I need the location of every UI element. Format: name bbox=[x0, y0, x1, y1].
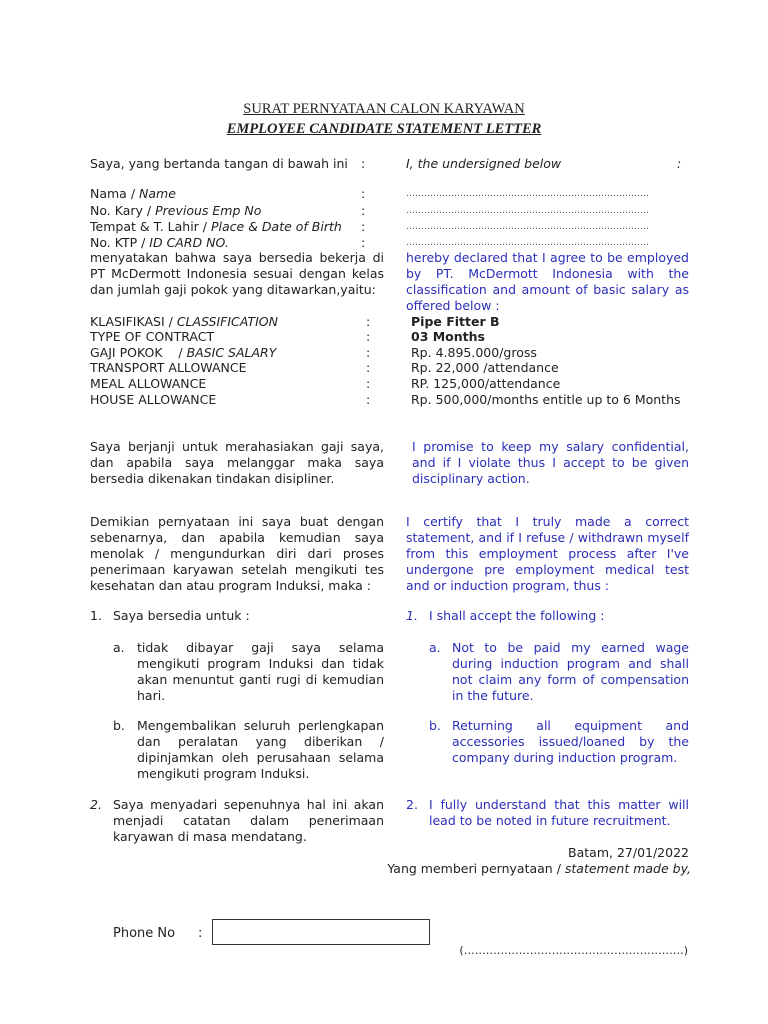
point1-number-left: 1. bbox=[90, 608, 102, 623]
field-emp-no-label: No. Kary / Previous Emp No bbox=[90, 203, 262, 218]
declaration-left: menyatakan bahwa saya bersedia bekerja di PT McDermott Indonesia sesuai dengan kelas dan jumlah gaji pokok yang ditawarkan,yaitu: bbox=[90, 250, 384, 297]
field-id-card-label: No. KTP / ID CARD NO. bbox=[90, 235, 229, 250]
offer-meal-value: RP. 125,000/attendance bbox=[411, 376, 561, 391]
point2-number-right: 2. bbox=[406, 797, 418, 812]
promise-left: Saya berjanji untuk merahasiakan gaji saya, dan apabila saya melanggar maka saya bersedia dikenakan tindakan disipliner. bbox=[90, 439, 384, 486]
intro-left: Saya, yang bertanda tangan di bawah ini bbox=[90, 156, 348, 171]
offer-classification-label: KLASIFIKASI / CLASSIFICATION bbox=[90, 314, 278, 329]
offer-salary-colon: : bbox=[366, 345, 371, 360]
intro-right: I, the undersigned below bbox=[406, 156, 562, 171]
point1a-right: Not to be paid my earned wage during induction program and shall not claim any form of compensation in the future. bbox=[452, 640, 689, 703]
offer-meal-label: MEAL ALLOWANCE bbox=[90, 376, 207, 391]
point2-right: I fully understand that this matter will lead to be noted in future recruitment. bbox=[429, 797, 689, 828]
intro-colon: : bbox=[361, 156, 366, 171]
offer-classification-value: Pipe Fitter B bbox=[411, 314, 500, 329]
document-title: SURAT PERNYATAAN CALON KARYAWAN bbox=[243, 101, 525, 117]
point1a-letter-right: a. bbox=[429, 640, 441, 655]
offer-house-value: Rp. 500,000/months entitle up to 6 Months bbox=[411, 392, 681, 407]
offer-house-label: HOUSE ALLOWANCE bbox=[90, 392, 217, 407]
offer-classification-colon: : bbox=[366, 314, 371, 329]
point1a-letter-left: a. bbox=[113, 640, 125, 655]
offer-transport-label: TRANSPORT ALLOWANCE bbox=[90, 360, 247, 375]
phone-label: Phone No bbox=[113, 926, 176, 941]
field-emp-no-colon: : bbox=[361, 203, 366, 218]
phone-colon: : bbox=[198, 926, 203, 941]
offer-contract-value: 03 Months bbox=[411, 329, 485, 344]
point1-number-right: 1. bbox=[406, 608, 418, 623]
declaration-right: hereby declared that I agree to be employed by PT. McDermott Indonesia with the classification and amount of basic salary as offered below : bbox=[406, 250, 689, 313]
intro-right-colon: : bbox=[677, 156, 682, 171]
point1b-right: Returning all equipment and accessories issued/loaned by the company during induction program. bbox=[452, 718, 689, 765]
certify-right: I certify that I truly made a correct statement, and if I refuse / withdrawn myself from this employment process after I've undergone pre employment medical test and or induction program, thus : bbox=[406, 514, 689, 593]
point2-left: Saya menyadari sepenuhnya hal ini akan menjadi catatan dalam penerimaan karyawan di masa mendatang. bbox=[113, 797, 384, 844]
phone-input[interactable] bbox=[212, 919, 430, 945]
offer-meal-colon: : bbox=[366, 376, 371, 391]
point1-left: Saya bersedia untuk : bbox=[113, 608, 250, 623]
field-name-label: Nama / Name bbox=[90, 186, 176, 201]
field-birth-label: Tempat & T. Lahir / Place & Date of Birth bbox=[90, 219, 342, 234]
offer-house-colon: : bbox=[366, 392, 371, 407]
field-birth-colon: : bbox=[361, 219, 366, 234]
point1b-left: Mengembalikan seluruh perlengkapan dan peralatan yang diberikan / dipinjamkan oleh perusahaan selama mengikuti program Induksi. bbox=[137, 718, 384, 781]
document-title-english: EMPLOYEE CANDIDATE STATEMENT LETTER bbox=[226, 121, 542, 137]
offer-transport-colon: : bbox=[366, 360, 371, 375]
field-birth-value[interactable]: ……………………………………………………………………… bbox=[406, 222, 649, 232]
certify-left: Demikian pernyataan ini saya buat dengan sebenarnya, dan apabila kemudian saya menolak / mengundurkan diri dari proses penerimaan karyawan setelah mengikuti tes kesehatan dan atau program Induksi, maka : bbox=[90, 514, 384, 593]
point1b-letter-left: b. bbox=[113, 718, 125, 733]
offer-transport-value: Rp. 22,000 /attendance bbox=[411, 360, 559, 375]
point1a-left: tidak dibayar gaji saya selama mengikuti program Induksi dan tidak akan menuntut ganti rugi di kemudian hari. bbox=[137, 640, 384, 703]
signature-line: (……………………………………………………) bbox=[459, 944, 688, 957]
offer-salary-value: Rp. 4.895.000/gross bbox=[411, 345, 537, 360]
place-date: Batam, 27/01/2022 bbox=[568, 845, 689, 860]
offer-salary-label: GAJI POKOK / BASIC SALARY bbox=[90, 345, 277, 360]
field-name-colon: : bbox=[361, 186, 366, 201]
field-emp-no-value[interactable]: ……………………………………………………………………… bbox=[406, 206, 649, 216]
offer-contract-colon: : bbox=[366, 329, 371, 344]
field-name-value[interactable]: ……………………………………………………………………… bbox=[406, 189, 649, 199]
point1b-letter-right: b. bbox=[429, 718, 441, 733]
point2-number-left: 2. bbox=[90, 797, 102, 812]
field-id-card-value[interactable]: ……………………………………………………………………… bbox=[406, 238, 649, 248]
promise-right: I promise to keep my salary confidential, and if I violate thus I accept to be given disciplinary action. bbox=[412, 439, 689, 486]
statement-made-by: Yang memberi pernyataan / statement made by, bbox=[387, 861, 691, 876]
field-id-card-colon: : bbox=[361, 235, 366, 250]
point1-right: I shall accept the following : bbox=[429, 608, 605, 623]
offer-contract-label: TYPE OF CONTRACT bbox=[90, 329, 215, 344]
